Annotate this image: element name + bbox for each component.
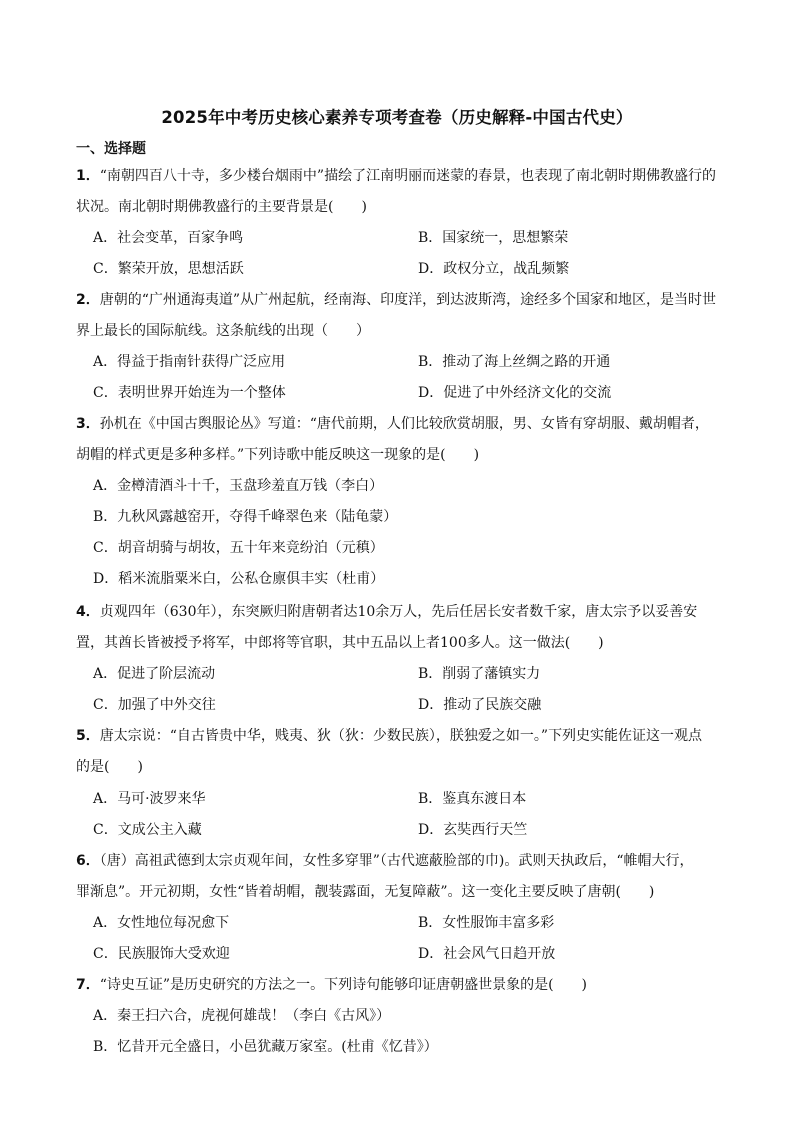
question-4-option-b[interactable]: B．削弱了藩镇实力 [418,666,541,682]
question-4-stem-line-1 [76,602,748,622]
question-5-stem-line-2: 的是( ) [76,759,143,775]
question-5-stem-line-1 [76,726,748,746]
question-1-option-b[interactable]: B．国家统一，思想繁荣 [418,230,569,246]
question-3-option-a[interactable]: A．金樽清酒斗十千，玉盘珍羞直万钱（李白） [93,478,384,494]
question-2-option-d[interactable]: D．促进了中外经济文化的交流 [418,385,612,401]
question-2-stem-line-2: 界上最长的国际航线。这条航线的出现（ ） [76,323,370,339]
question-text: 贞观四年（630年），东突厥归附唐朝者达10余万人，先后任居长安者数千家，唐太宗予以妥善安 [99,604,698,620]
question-7-stem-line-1 [76,975,748,995]
question-text: 唐太宗说：“自古皆贵中华，贱夷、狄（狄：少数民族），朕独爱之如一。”下列史实能佐证这一观点 [99,728,703,744]
question-number: 2． [76,292,100,308]
question-1-option-d[interactable]: D．政权分立，战乱频繁 [418,261,570,277]
question-3-stem-line-2: 胡帽的样式更是多种多样。”下列诗歌中能反映这一现象的是( ) [76,447,480,463]
question-text: 唐朝的“广州通海夷道”从广州起航，经南海、印度洋，到达波斯湾，途经多个国家和地区，是当时世 [99,292,717,308]
question-6-option-a[interactable]: A．女性地位每况愈下 [93,915,230,931]
question-3-option-c[interactable]: C．胡音胡骑与胡妆，五十年来竞纷泊（元稹） [93,540,384,556]
question-number: 7． [76,977,100,993]
question-2-option-a[interactable]: A．得益于指南针获得广泛应用 [93,354,286,370]
question-1-option-a[interactable]: A．社会变革，百家争鸣 [93,230,244,246]
question-4-option-c[interactable]: C．加强了中外交往 [93,697,216,713]
question-number: 5． [76,728,100,744]
question-2-stem-line-1 [76,290,748,310]
question-text: “诗史互证”是历史研究的方法之一。下列诗句能够印证唐朝盛世景象的是( ) [99,977,587,993]
question-3-option-b[interactable]: B．九秋风露越窑开，夺得千峰翠色来（陆龟蒙） [93,509,398,525]
question-6-option-d[interactable]: D．社会风气日趋开放 [418,946,556,962]
question-6-stem-line-1 [76,851,748,871]
question-4-stem-line-2: 置，其酋长皆被授予将军，中郎将等官职，其中五品以上者100多人。这一做法( ) [76,635,604,651]
question-6-option-c[interactable]: C．民族服饰大受欢迎 [93,946,230,962]
question-text: （唐）高祖武德到太宗贞观年间，女性多穿罪”（古代遮蔽脸部的巾)。武则天执政后，“帷帽大行， [99,853,694,869]
question-7-option-b[interactable]: B．忆昔开元全盛日，小邑犹藏万家室。(杜甫《忆昔》） [93,1039,438,1055]
question-1-option-c[interactable]: C．繁荣开放，思想活跃 [93,261,244,277]
question-3-option-d[interactable]: D．稻米流脂粟米白，公私仓廪俱丰实（杜甫） [93,571,385,587]
question-1-stem-line-1 [76,166,748,186]
question-number: 3． [76,416,100,432]
section-heading: 一、选择题 [76,141,146,157]
question-5-option-c[interactable]: C．文成公主入藏 [93,822,202,838]
question-6-stem-line-2: 罪渐息”。开元初期，女性“皆着胡帽，靓装露面，无复障蔽”。这一变化主要反映了唐朝( ) [76,884,655,900]
question-1-stem-line-2: 状况。南北朝时期佛教盛行的主要背景是( ) [76,199,367,215]
question-4-option-a[interactable]: A．促进了阶层流动 [93,666,216,682]
question-text: “南朝四百八十寺，多少楼台烟雨中”描绘了江南明丽而迷蒙的春景，也表现了南北朝时期佛教盛行的 [99,168,717,184]
question-5-option-a[interactable]: A．马可·波罗来华 [93,791,206,807]
question-4-option-d[interactable]: D．推动了民族交融 [418,697,542,713]
question-3-stem-line-1 [76,414,748,434]
question-number: 4． [76,604,100,620]
question-number: 1． [76,168,100,184]
question-6-option-b[interactable]: B．女性服饰丰富多彩 [418,915,555,931]
question-2-option-b[interactable]: B．推动了海上丝绸之路的开通 [418,354,611,370]
question-7-option-a[interactable]: A．秦王扫六合，虎视何雄哉！（李白《古风》） [93,1008,391,1024]
page-title: 2025年中考历史核心素养专项考查卷（历史解释-中国古代史） [161,108,633,127]
question-5-option-b[interactable]: B．鉴真东渡日本 [418,791,527,807]
question-2-option-c[interactable]: C．表明世界开始连为一个整体 [93,385,286,401]
question-text: 孙机在《中国古舆服论丛》写道：“唐代前期，人们比较欣赏胡服，男、女皆有穿胡服、戴胡帽者， [99,416,709,432]
question-number: 6． [76,853,100,869]
question-5-option-d[interactable]: D．玄奘西行天竺 [418,822,528,838]
